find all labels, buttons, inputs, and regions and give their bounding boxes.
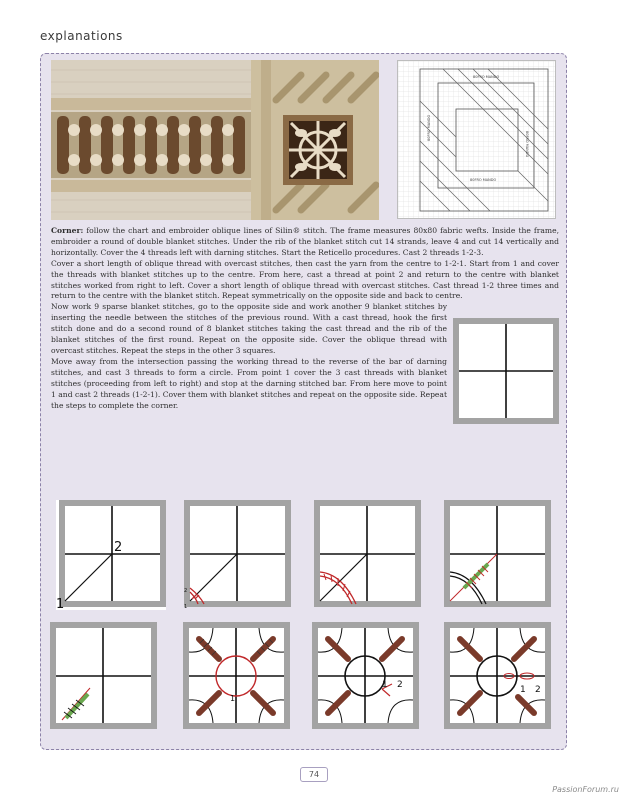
instruction-paragraph-3: Now work 9 sparse blanket stitches, go to the opposite side and work another 9 blanket stitches by inserting the needle between the stitches of the previous round. With a cast thread, hook the first stitch done and do a second round of 8 blanket stitches taking the cast thread and the rib of the blanket stitches of the first round. Repeat on the opposite side. Cover the oblique thread with overcast stitches. Repeat the steps in the other 3 squares. xyxy=(51,302,447,355)
diagram-small-square xyxy=(453,318,559,428)
step8-label-2: 2 xyxy=(535,685,541,695)
step-diagram-6 xyxy=(183,622,293,732)
embroidery-photo xyxy=(51,60,379,220)
step6-label: 1 xyxy=(230,694,236,703)
step-diagram-4 xyxy=(444,500,554,610)
instruction-paragraph-4: Move away from the intersection passing the working thread to the reverse of the bar of darning stitches, and cast 3 threads to form a circle. From point 1 cover the 3 cast threads with blanket stitches (proceeding from left to right) and stop at the darning stitched bar. From here move to point 1 and cast 2 threads (1-2-1). Cover them with blanket stitches and repeat on the opposite side. Repeat the steps to complete the corner. xyxy=(51,356,447,410)
step-diagram-2 xyxy=(184,500,294,610)
instruction-lead: Corner: xyxy=(51,226,84,235)
chart-label-left: 80FRO MANDO xyxy=(427,114,431,141)
watermark: PassionForum.ru xyxy=(552,785,619,794)
step-diagram-3 xyxy=(314,500,424,610)
instructions-text xyxy=(51,226,559,430)
chart-label-right: 80FRO MANDO xyxy=(525,131,529,158)
step2-label-2: 2 xyxy=(184,588,188,594)
step1-label-1: 1 xyxy=(56,597,65,610)
step7-label-1: 1 xyxy=(382,680,388,690)
step-diagram-5 xyxy=(50,622,160,732)
step8-label-1: 1 xyxy=(520,685,526,695)
instruction-paragraph-1: Corner: follow the chart and embroider oblique lines of Silin® stitch. The frame measures 80x80 fabric wefts. Inside the frame, embroider a round of double blanket stitches. Under the rib of the blanket stitch cut 14 strands, leave 4 and cut 14 vertically and horizontally. Cover the 4 threads left with darning stitches. Start the Reticello procedures. Cast 2 threads 1-2-3. xyxy=(51,226,559,257)
step1-label-2: 2 xyxy=(114,540,123,555)
step2-label-1: 1 xyxy=(184,604,188,610)
section-header: explanations xyxy=(40,29,123,43)
chart-label-top: 80FRO MANDO xyxy=(473,75,500,79)
chart-label-bottom: 80FRO MANDO xyxy=(470,178,497,182)
instruction-paragraph-2: Cover a short length of oblique thread with overcast stitches, then cast the yarn from the centre to 1-2-1. Start from 1 and cover the threads with blanket stitches up to the centre. From here, cast a thread at point 2 and return to the centre with blanket stitches worked from right to left. Cover a short length of oblique thread with overcast stitches. Cast thread 1-2 three times and return to the centre with the blanket stitch. Repeat symmetrically on the opposite side and back to centre. xyxy=(51,258,559,301)
page-number: 74 xyxy=(300,767,328,782)
step-diagram-8 xyxy=(444,622,554,732)
step-diagram-1 xyxy=(56,500,166,610)
step-diagram-7 xyxy=(312,622,422,732)
step7-label-2: 2 xyxy=(397,680,403,690)
stitch-chart xyxy=(397,60,556,219)
